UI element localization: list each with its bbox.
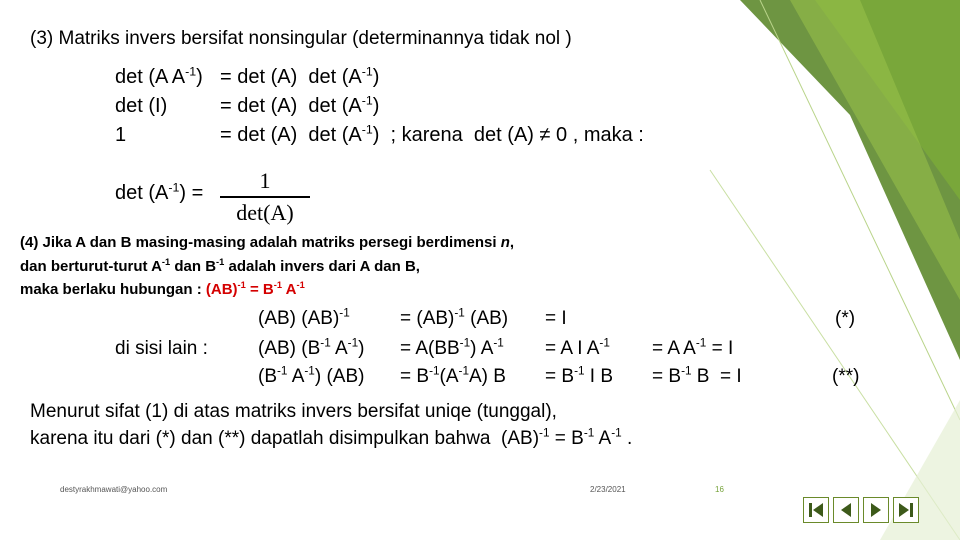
fraction-one-over-det-a — [220, 168, 310, 226]
grid-r1-c3: = I — [545, 308, 567, 329]
grid-r2-c1: (AB) ($B^{-1}$ $A^{-1}$) — [258, 336, 365, 359]
fraction-numerator: 1 — [259, 168, 271, 193]
item4-line2: dan berturut-turut $A^{-1}$ dan $B^{-1}$ adalah invers dari A dan B, — [20, 257, 420, 275]
first-slide-button[interactable] — [803, 497, 829, 523]
eq-row-2-lhs: det (I) — [115, 95, 168, 117]
play-back-icon — [834, 498, 858, 522]
decorative-shapes — [700, 0, 960, 540]
previous-slide-button[interactable] — [833, 497, 859, 523]
next-slide-button[interactable] — [863, 497, 889, 523]
eq-row-3-rhs: = det (A) $\det (A^{-1})$ ; karena det (A) ≠ 0 , maka : — [220, 122, 644, 146]
conclusion-line-1: Menurut sifat (1) di atas matriks invers bersifat uniqe (tunggal), — [30, 401, 557, 422]
footer-page-number: 16 — [715, 485, 724, 494]
item4-line1: (4) Jika A dan B masing-masing adalah matriks persegi berdimensi n, — [20, 234, 515, 251]
grid-r3-c2: = $B^{-1}(A^{-1}A)$ B — [400, 364, 506, 387]
conclusion-line-2: karena itu dari (*) dan (**) dapatlah disimpulkan bahwa $(AB)^{-1} = B^{-1}$ $A^{-1}$ . — [30, 426, 633, 449]
grid-r2-c4: = A $A^{-1} = I$ — [652, 336, 734, 359]
grid-r3-c3: = $B^{-1}$ I B — [545, 364, 614, 387]
eq-row-3-lhs: 1 — [115, 124, 127, 146]
mark-star-2: (**) — [832, 366, 860, 387]
footer-email: destyrakhmawati@yahoo.com — [60, 485, 168, 494]
mark-star-1: (*) — [835, 308, 856, 329]
item4-line3: maka berlaku hubungan : $(AB)^{-1} = B^{-1}$ $A^{-1}$ — [20, 280, 305, 298]
det-inverse-lhs: $\det (A^{-1})$ = — [115, 180, 204, 204]
skip-back-icon — [804, 498, 828, 522]
grid-r1-c2: = (AB)$^{-1}$ (AB) — [400, 306, 509, 329]
eq-row-2-rhs: = det (A) $\det (A^{-1})$ — [220, 93, 380, 117]
eq-row-1-lhs: det (A $A^{-1}$) — [115, 64, 203, 88]
grid-r2-c3: = A I $A^{-1}$ — [545, 336, 610, 359]
eq-row-1-rhs: = det (A) $\det (A^{-1})$ — [220, 64, 380, 88]
fraction-denominator: det(A) — [236, 200, 294, 225]
inverse-product-rule: $(AB)^{-1} = B^{-1}$ $A^{-1}$ — [205, 280, 305, 298]
fraction-bar — [220, 196, 310, 198]
heading: (3) Matriks invers bersifat nonsingular (determinannya tidak nol ) — [30, 28, 572, 49]
footer-date: 2/23/2021 — [590, 485, 626, 494]
skip-forward-icon — [894, 498, 918, 522]
di-sisi-lain-label: di sisi lain : — [115, 338, 208, 359]
grid-r2-c2: = $A(BB^{-1})$ $A^{-1}$ — [400, 336, 504, 359]
play-forward-icon — [864, 498, 888, 522]
grid-r3-c1: ($B^{-1}$ $A^{-1}$) (AB) — [258, 364, 365, 387]
grid-r1-c1: (AB) (AB)$^{-1}$ — [258, 306, 350, 329]
last-slide-button[interactable] — [893, 497, 919, 523]
grid-r3-c4: = $B^{-1}$ B = I — [652, 364, 742, 387]
